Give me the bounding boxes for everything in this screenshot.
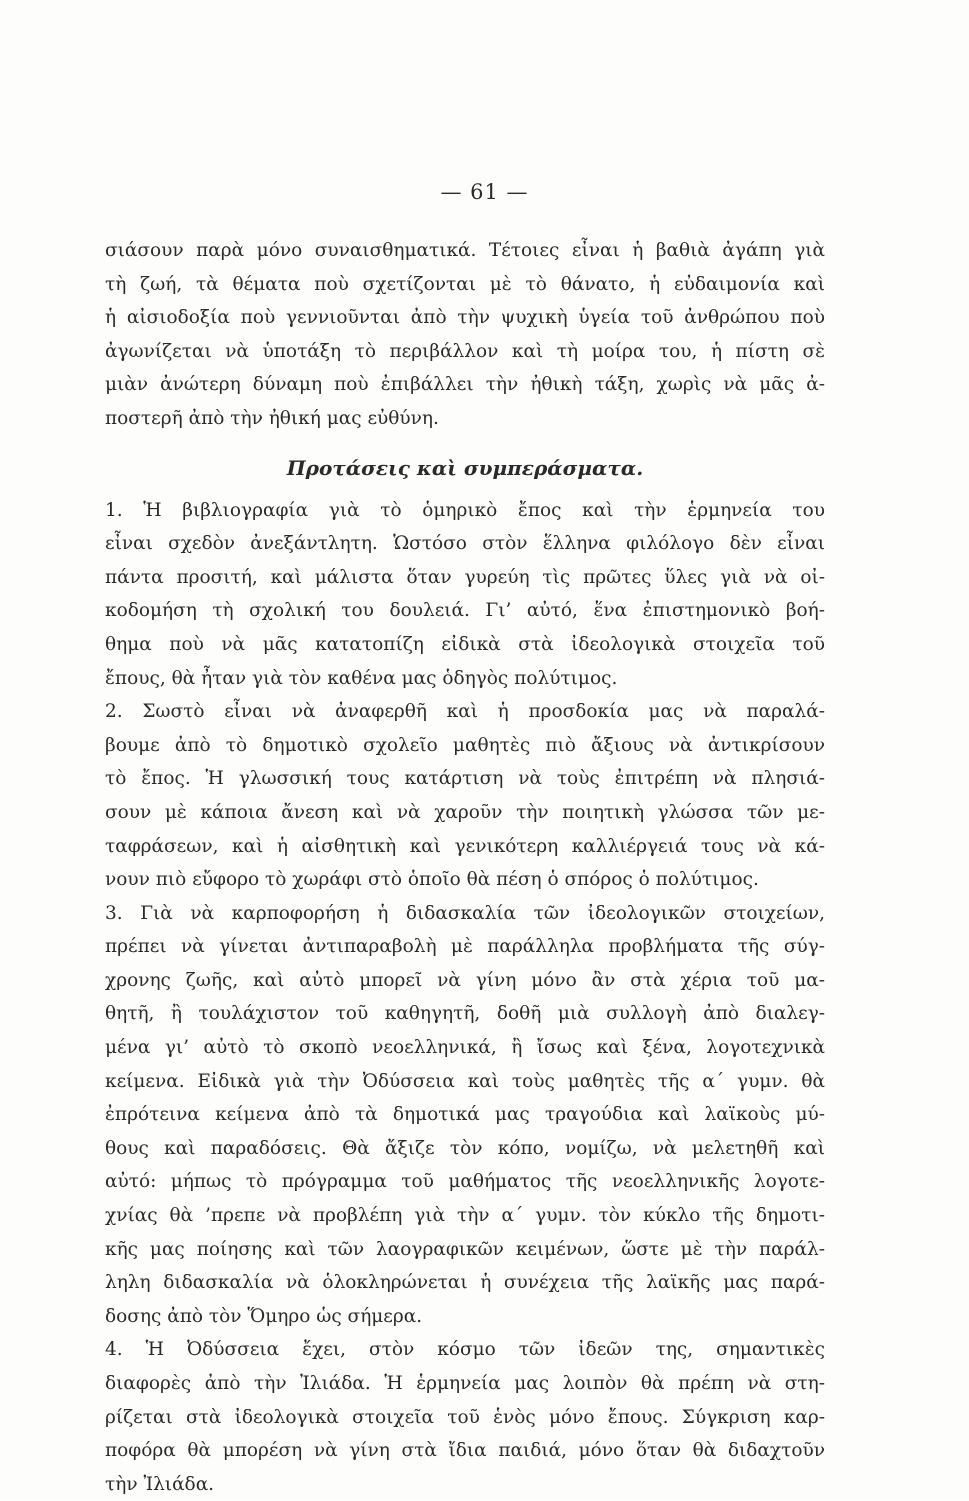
text-line: κῆς μας ποίησης καὶ τῶν λαογραφικῶν κειμένων, ὥστε μὲ τὴν παράλ-	[105, 1238, 825, 1260]
text-line: θητῆ, ἢ τουλάχιστον τοῦ καθηγητῆ, δοθῆ μιὰ συλλογὴ ἀπὸ διαλεγ-	[105, 1003, 825, 1025]
section-heading: Προτάσεις καὶ συμπεράσματα.	[286, 455, 644, 480]
page-number: — 61 —	[440, 180, 529, 204]
text-line: τὸ ἔπος. Ἡ γλωσσική τους κατάρτιση νὰ τοὺς ἐπιτρέπη νὰ πλησιά-	[105, 768, 825, 790]
text-line: βουμε ἀπὸ τὸ δημοτικὸ σχολεῖο μαθητὲς πιὸ ἄξιους νὰ ἀντικρίσουν	[105, 734, 825, 756]
text-line: σιάσουν παρὰ μόνο συναισθηματικά. Τέτοιες εἶναι ἡ βαθιὰ ἀγάπη γιὰ	[105, 240, 825, 261]
text-line: διαφορὲς ἀπὸ τὴν Ἰλιάδα. Ἡ ἑρμηνεία μας λοιπὸν θὰ πρέπη νὰ στη-	[105, 1373, 825, 1394]
conclusion-item-1	[105, 494, 825, 696]
text-line: ποφόρα θὰ μπορέση νὰ γίνη στὰ ἴδια παιδιά, μόνο ὅταν θὰ διδαχτοῦν	[105, 1440, 825, 1462]
text-line: μιὰν ἀνώτερη δύναμη ποὺ ἐπιβάλλει τὴν ἠθικὴ τάξη, χωρὶς νὰ μᾶς ἀ-	[105, 374, 825, 396]
text-line: ἔπους, θὰ ἦταν γιὰ τὸν καθένα μας ὁδηγὸς πολύτιμος.	[105, 667, 618, 689]
body-text	[105, 234, 825, 1501]
text-line: θημα ποὺ νὰ μᾶς κατατοπίζη εἰδικὰ στὰ ἰδεολογικὰ στοιχεῖα τοῦ	[105, 633, 825, 655]
text-line: ληλη διδασκαλία νὰ ὁλοκληρώνεται ἡ συνέχεια τῆς λαϊκῆς μας παρά-	[105, 1272, 825, 1294]
text-line: 2. Σωστὸ εἶναι νὰ ἀναφερθῆ καὶ ἡ προσδοκία μας νὰ παραλά-	[105, 701, 825, 723]
text-line: ἐπρότεινα κείμενα ἀπὸ τὰ δημοτικά μας τραγούδια καὶ λαϊκοὺς μύ-	[105, 1104, 825, 1126]
text-line: χνίας θὰ ’πρεπε νὰ προβλέπη γιὰ τὴν α΄ γυμν. τὸν κύκλο τῆς δημοτι-	[105, 1205, 825, 1227]
text-line: μένα γι’ αὐτὸ τὸ σκοπὸ νεοελληνικά, ἢ ἴσως καὶ ξένα, λογοτεχνικὰ	[105, 1037, 825, 1059]
text-line: ἡ αἰσιοδοξία ποὺ γεννιοῦνται ἀπὸ τὴν ψυχικὴ ὑγεία τοῦ ἀνθρώπου ποὺ	[105, 307, 825, 329]
text-line: 3. Γιὰ νὰ καρποφορήση ἡ διδασκαλία τῶν ἰδεολογικῶν στοιχείων,	[105, 902, 825, 924]
text-line: ρίζεται στὰ ἰδεολογικὰ στοιχεῖα τοῦ ἑνὸς μόνο ἔπους. Σύγκριση καρ-	[105, 1406, 825, 1428]
text-line: κείμενα. Εἰδικὰ γιὰ τὴν Ὀδύσσεια καὶ τοὺς μαθητὲς τῆς α΄ γυμν. θὰ	[105, 1070, 825, 1092]
text-line: 1. Ἡ βιβλιογραφία γιὰ τὸ ὁμηρικὸ ἔπος καὶ τὴν ἑρμηνεία του	[105, 499, 825, 521]
text-line: δοσης ἀπὸ τὸν Ὅμηρο ὡς σήμερα.	[105, 1305, 423, 1327]
text-line: ποστερῆ ἀπὸ τὴν ἠθική μας εὐθύνη.	[105, 407, 439, 429]
text-line: 4. Ἡ Ὀδύσσεια ἔχει, στὸν κόσμο τῶν ἰδεῶν της, σημαντικὲς	[105, 1339, 825, 1361]
text-line: νουν πιὸ εὔφορο τὸ χωράφι στὸ ὁποῖο θὰ πέση ὁ σπόρος ὁ πολύτιμος.	[105, 869, 759, 891]
text-line: τὴ ζωή, τὰ θέματα ποὺ σχετίζονται μὲ τὸ θάνατο, ἡ εὐδαιμονία καὶ	[105, 273, 825, 295]
text-line: πάντα προσιτή, καὶ μάλιστα ὅταν γυρεύη τὶς πρῶτες ὕλες γιὰ νὰ οἰ-	[105, 566, 825, 588]
text-line: αὐτό: μήπως τὸ πρόγραμμα τοῦ μαθήματος τῆς νεοελληνικῆς λογοτε-	[105, 1171, 825, 1193]
text-line: τὴν Ἰλιάδα.	[105, 1473, 215, 1495]
conclusion-item-4	[105, 1333, 825, 1501]
conclusion-item-2	[105, 695, 825, 897]
text-line: ταφράσεων, καὶ ἡ αἰσθητικὴ καὶ γενικότερη καλλιέργειά τους νὰ κά-	[105, 835, 825, 857]
text-line: ἀγωνίζεται νὰ ὑποτάξη τὸ περιβάλλον καὶ τὴ μοίρα του, ἡ πίστη σὲ	[105, 340, 825, 362]
text-line: σουν μὲ κάποια ἄνεση καὶ νὰ χαροῦν τὴν ποιητικὴ γλώσσα τῶν με-	[105, 801, 825, 823]
text-line: εἶναι σχεδὸν ἀνεξάντλητη. Ὡστόσο στὸν ἕλληνα φιλόλογο δὲν εἶναι	[105, 533, 825, 555]
text-line: χρονης ζωῆς, καὶ αὐτὸ μπορεῖ νὰ γίνη μόνο ἂν στὰ χέρια τοῦ μα-	[105, 969, 825, 991]
intro-paragraph	[105, 234, 825, 436]
text-line: θους καὶ παραδόσεις. Θὰ ἄξιζε τὸν κόπο, νομίζω, νὰ μελετηθῆ καὶ	[105, 1137, 825, 1159]
conclusion-item-3	[105, 897, 825, 1334]
text-line: πρέπει νὰ γίνεται ἀντιπαραβολὴ μὲ παράλληλα προβλήματα τῆς σύγ-	[105, 936, 825, 958]
text-line: κοδομήση τὴ σχολική του δουλειά. Γι’ αὐτό, ἕνα ἐπιστημονικὸ βοή-	[105, 600, 825, 622]
